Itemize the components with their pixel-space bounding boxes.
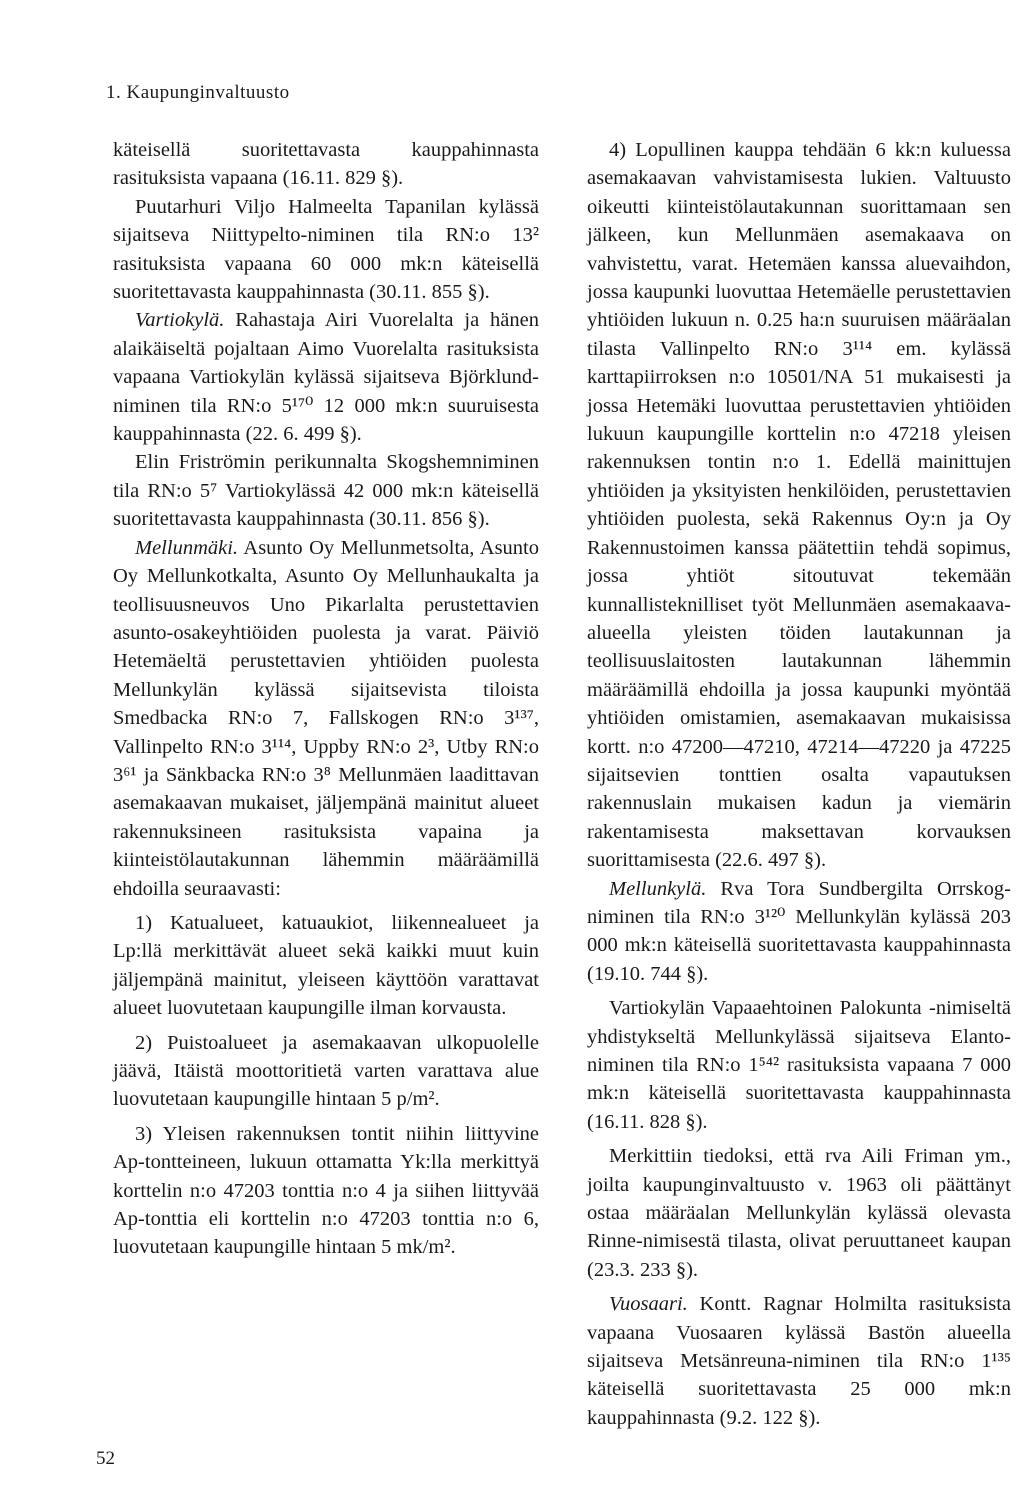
paragraph [587,994,1011,1136]
list-item [113,1120,539,1262]
paragraph-text: käteisellä suoritettavasta kauppahinnasta rasituksista vapaana (16.11. 829 §). [113,139,539,190]
page-number: 52 [96,1448,115,1469]
list-item [113,909,539,1023]
right-column [587,136,1011,1432]
paragraph [587,1290,1011,1432]
list-item [587,136,1011,875]
place-heading: Vartiokylä. [135,309,225,332]
paragraph-text: Kontt. Ragnar Holmilta rasituksista vapaana Vuosaaren kylässä Bastön alueella sijaitseva Metsänreuna-niminen tila RN:o 1¹³⁵ käteisellä suoritettavasta 25 000 mk:n kauppahinnasta (9.2. 122 §). [587,1293,1011,1429]
paragraph [587,1142,1011,1284]
paragraph [113,534,539,903]
paragraph-text: 2) Puistoalueet ja asemakaavan ulkopuolelle jäävä, Itäistä moottoritietä varten varattava alue luovutetaan kaupungille hintaan 5 p/m². [113,1031,539,1111]
paragraph-text: Puutarhuri Viljo Halmeelta Tapanilan kylässä sijaitseva Niittypelto-niminen tila RN:o 13² rasituksista vapaana 60 000 mk:n käteisellä suoritettavasta kauppahinnasta (30.11. 855 §). [113,195,539,304]
paragraph [113,306,539,448]
place-heading: Mellunmäki. [135,536,239,559]
place-heading: Vuosaari. [609,1293,688,1316]
paragraph-text: 3) Yleisen rakennuksen tontit niihin liittyvine Ap-tontteineen, lukuun ottamatta Yk:lla merkittyä korttelin n:o 47203 tonttia n:o 4 ja siihen liittyvää Ap-tonttia eli korttelin n:o 47203 tonttia n:o 6, luovutetaan kaupungille hintaan 5 mk/m². [113,1122,539,1259]
paragraph-text: Merkittiin tiedoksi, että rva Aili Friman ym., joilta kaupunginvaltuusto v. 1963 oli päättänyt ostaa määräalan Mellunkylän kylässä olevasta Rinne-nimisestä tilasta, olivat peruuttaneet kaupan (23.3. 233 §). [587,1145,1011,1281]
running-title: 1. Kaupunginvaltuusto [106,82,290,103]
paragraph [113,193,539,307]
paragraph-text: Asunto Oy Mellunmetsolta, Asunto Oy Mellunkotkalta, Asunto Oy Mellunhaukalta ja teollisuusneuvos Uno Pikarlalta perustettavien asunto-osakeyhtiöiden puolesta ja varat. Päiviö Hetemäeltä perustettavien yhtiöiden puolesta Mellunkylän kylässä sijaitsevista tiloista Smedbacka RN:o 7, Fallskogen RN:o 3¹³⁷, Vallinpelto RN:o 3¹¹⁴, Uppby RN:o 2³, Utby RN:o 3⁶¹ ja Sänkbacka RN:o 3⁸ Mellunmäen laadittavan asemakaavan mukaiset, jäljempänä mainitut alueet rakennuksineen rasituksista vapaina ja kiinteistölautakunnan lähemmin määräämillä ehdoilla seuraavasti: [113,536,539,900]
place-heading: Mellunkylä. [609,877,707,900]
paragraph-text: Rahastaja Airi Vuorelalta ja hänen alaikäiseltä pojaltaan Aimo Vuorelalta rasituksista vapaana Vartiokylän kylässä sijaitseva Björklund-niminen tila RN:o 5¹⁷⁰ 12 000 mk:n suuruisesta kauppahinnasta (22. 6. 499 §). [113,309,539,446]
paragraph-text: 1) Katualueet, katuaukiot, liikennealueet ja Lp:llä merkittävät alueet sekä kaikki muut kuin jäljempänä mainitut, yleiseen käyttöön varattavat alueet luovutetaan kaupungille ilman korvausta. [113,911,539,1020]
paragraph [587,875,1011,989]
paragraph-text: Elin Friströmin perikunnalta Skogshemniminen tila RN:o 5⁷ Vartiokylässä 42 000 mk:n käteisellä suoritettavasta kauppahinnasta (30.11. 856 §). [113,451,539,531]
paragraph-text: Rva Tora Sundbergilta Orrskog-niminen tila RN:o 3¹²⁰ Mellunkylän kylässä 203 000 mk:n käteisellä suoritettavasta kauppahinnasta (19.10. 744 §). [587,877,1011,985]
paragraph [113,136,539,193]
paragraph-text: 4) Lopullinen kauppa tehdään 6 kk:n kuluessa asemakaavan vahvistamisesta lukien. Valtuusto oikeutti kiinteistölautakunnan suorittamaan sen jälkeen, kun Mellunmäen asemakaava on vahvistettu, varat. Hetemäen kanssa aluevaihdon, jossa kaupunki luovuttaa Hetemäelle perustettavien yhtiöiden lukuun n. 0.25 ha:n suuruisen määräalan tilasta Vallinpelto RN:o 3¹¹⁴ em. kylässä karttapiirroksen n:o 10501/NA 51 mukaisesti ja jossa Hetemäki luovuttaa perustettavien yhtiöiden lukuun kaupungille korttelin n:o 47218 yleisen rakennuksen tontin n:o 1. Edellä mainittujen yhtiöiden ja yksityisten henkilöiden, perustettavien yhtiöiden puolesta, sekä Rakennus Oy:n ja Oy Rakennustoimen kanssa päätettiin tehdä sopimus, jossa yhtiöt sitoutuvat tekemään kunnallisteknilliset työt Mellunmäen asemakaava-alueella yleisten töiden lautakunnan ja teollisuuslaitosten lautakunnan lähemmin määräämillä ehdoilla ja jossa kaupunki myöntää yhtiöiden omistamien, asemakaavan mukaisissa kortt. n:o 47200—47210, 47214—47220 ja 47225 sijaitsevien tonttien osalta vapautuksen rakennuslain mukaisen kadun ja viemärin rakentamisesta maksettavan korvauksen suorittamisesta (22.6. 497 §). [587,139,1011,872]
paragraph-text: Vartiokylän Vapaaehtoinen Palokunta -nimiseltä yhdistykseltä Mellunkylässä sijaitseva Elanto-niminen tila RN:o 1⁵⁴² rasituksista vapaana 7 000 mk:n käteisellä suoritettavasta kauppahinnasta (16.11. 828 §). [587,997,1011,1133]
left-column [113,136,539,1262]
paragraph [113,448,539,533]
list-item [113,1029,539,1114]
